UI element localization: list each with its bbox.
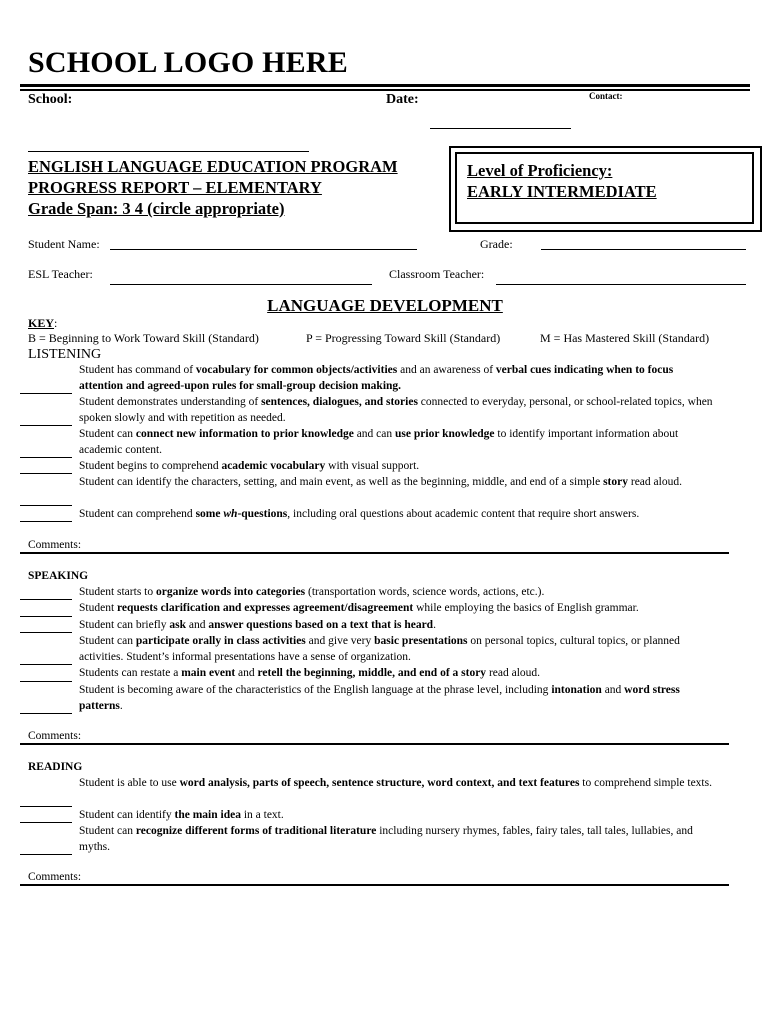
grade-span[interactable]: Grade Span: 3 4 (circle appropriate) (28, 199, 285, 218)
speaking-item-6: Student is becoming aware of the characteristics of the English language at the phrase level, including intonation and word stress patterns. (79, 684, 680, 712)
contact-label: Contact: (589, 91, 623, 101)
key-colon: : (54, 316, 58, 330)
section-title: LANGUAGE DEVELOPMENT (267, 296, 503, 315)
listening-rating-5[interactable] (20, 505, 72, 506)
listening-rating-1[interactable] (20, 393, 72, 394)
speaking-rating-4[interactable] (20, 664, 72, 665)
speaking-rating-3[interactable] (20, 632, 72, 633)
program-title-line1: ENGLISH LANGUAGE EDUCATION PROGRAM (28, 157, 398, 176)
school-line[interactable] (28, 151, 309, 152)
speaking-comments-label: Comments: (28, 730, 82, 742)
listening-comments-line[interactable] (20, 552, 729, 554)
speaking-item-4: Student can participate orally in class activities and give very basic presentations on personal topics, cultural topics, or planned activities. Student’s informal presentations have a sense of organization. (79, 635, 680, 663)
program-title (28, 156, 398, 219)
proficiency-label: Level of Proficiency: (467, 161, 613, 180)
reading-comments-label: Comments: (28, 871, 82, 883)
listening-item-1: Student has command of vocabulary for common objects/activities and an awareness of verbal cues indicating when to focus attention and agreed-upon rules for small-group decision making. (79, 364, 674, 392)
reading-title: READING (28, 761, 83, 773)
proficiency-value: EARLY INTERMEDIATE (467, 182, 657, 201)
listening-rating-6[interactable] (20, 521, 72, 522)
listening-rating-2[interactable] (20, 425, 72, 426)
reading-comments-line[interactable] (20, 884, 729, 886)
speaking-comments-line[interactable] (20, 743, 729, 745)
listening-comments-label: Comments: (28, 539, 82, 551)
speaking-item-2: Student requests clarification and expresses agreement/disagreement while employing the basics of English grammar. (79, 602, 639, 614)
reading-item-3: Student can recognize different forms of traditional literature including nursery rhymes, fables, fairy tales, tall tales, lullabies, and myths. (79, 825, 693, 853)
key-heading (28, 316, 57, 331)
header-rule-top (20, 84, 750, 87)
student-name-label: Student Name: (28, 237, 100, 251)
speaking-rating-1[interactable] (20, 599, 72, 600)
listening-item-6: Student can comprehend some wh-questions, including oral questions about academic content that require short answers. (79, 508, 640, 520)
esl-teacher-field[interactable] (110, 284, 372, 285)
speaking-rating-6[interactable] (20, 713, 72, 714)
listening-rating-3[interactable] (20, 457, 72, 458)
listening-item-3: Student can connect new information to prior knowledge and can use prior knowledge to identify important information about academic content. (79, 428, 679, 456)
grade-field[interactable] (541, 249, 746, 250)
key-mastered: M = Has Mastered Skill (Standard) (540, 331, 710, 345)
classroom-teacher-field[interactable] (496, 284, 746, 285)
school-label: School: (28, 92, 73, 107)
reading-rating-2[interactable] (20, 822, 72, 823)
speaking-item-5: Students can restate a main event and retell the beginning, middle, and end of a story read aloud. (79, 667, 541, 679)
student-name-field[interactable] (110, 249, 417, 250)
date-label: Date: (386, 92, 419, 107)
reading-rating-1[interactable] (20, 806, 72, 807)
listening-rating-4[interactable] (20, 473, 72, 474)
esl-teacher-label: ESL Teacher: (28, 267, 93, 281)
proficiency-level (467, 160, 657, 202)
speaking-rating-2[interactable] (20, 616, 72, 617)
key-label: KEY (28, 316, 55, 330)
key-beginning: B = Beginning to Work Toward Skill (Standard) (28, 331, 259, 345)
speaking-title: SPEAKING (28, 570, 89, 582)
listening-title: LISTENING (28, 347, 102, 362)
key-progressing: P = Progressing Toward Skill (Standard) (306, 331, 501, 345)
program-title-line2: PROGRESS REPORT – ELEMENTARY (28, 178, 322, 197)
speaking-rating-5[interactable] (20, 681, 72, 682)
school-logo-placeholder: SCHOOL LOGO HERE (28, 46, 348, 79)
header-rule-bottom (20, 89, 750, 91)
listening-item-5: Student can identify the characters, setting, and main event, as well as the beginning, middle, and end of a simple story read aloud. (79, 476, 682, 488)
listening-item-2: Student demonstrates understanding of sentences, dialogues, and stories connected to everyday, personal, or school-related topics, when spoken slowly and with repetition as needed. (79, 396, 713, 424)
reading-item-1: Student is able to use word analysis, parts of speech, sentence structure, word context, and text features to comprehend simple texts. (79, 777, 712, 789)
speaking-item-3: Student can briefly ask and answer questions based on a text that is heard. (79, 619, 436, 631)
grade-label: Grade: (480, 237, 513, 251)
reading-item-2: Student can identify the main idea in a text. (79, 809, 284, 821)
date-line[interactable] (430, 128, 571, 129)
reading-rating-3[interactable] (20, 854, 72, 855)
speaking-item-1: Student starts to organize words into categories (transportation words, science words, actions, etc.). (79, 586, 545, 598)
listening-item-4: Student begins to comprehend academic vocabulary with visual support. (79, 460, 420, 472)
classroom-teacher-label: Classroom Teacher: (389, 267, 485, 281)
